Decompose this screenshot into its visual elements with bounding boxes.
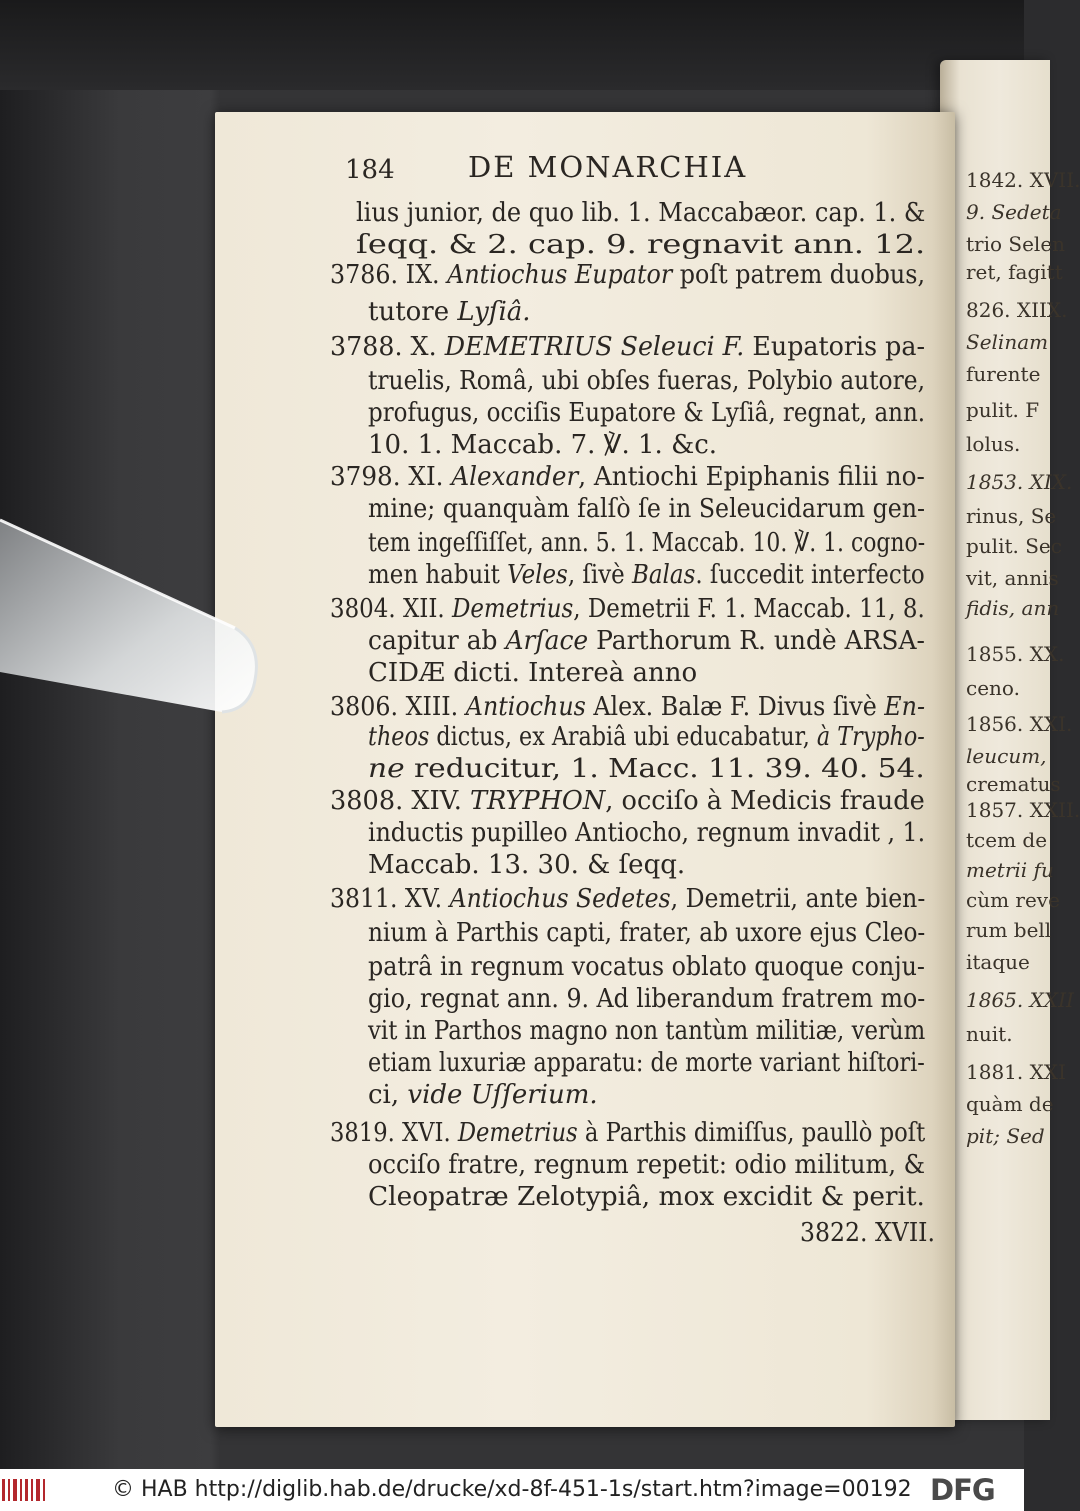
next-page-fragment: vit, annis [966, 566, 1059, 590]
text-line [356, 198, 925, 228]
text-line [330, 692, 925, 722]
next-page-fragment: pulit. Sec [966, 534, 1062, 558]
text-run: Maccab. 13. 30. & ſeqq. [368, 850, 686, 880]
next-page-fragment: 1865. XXII [966, 988, 1074, 1012]
text-line [368, 430, 717, 460]
text-run: nium à Parthis capti, frater, ab uxore ejus Cleo- [368, 918, 926, 948]
text-run: , Antiochi Epiphanis filii no- [578, 462, 925, 492]
italic-run: Alexander [451, 462, 579, 492]
italic-run: Veles [507, 560, 568, 590]
next-page-fragment: pulit. F [966, 398, 1040, 422]
text-line [368, 918, 925, 948]
italic-run: Antiochus Eupator [447, 260, 673, 290]
next-page-fragment: rinus, Se [966, 504, 1057, 528]
viewer-footer [0, 1469, 1024, 1511]
italic-run: Lyſiâ. [457, 297, 531, 327]
italic-run: Antiochus Sedetes [449, 884, 671, 914]
text-line [330, 462, 925, 492]
next-page-fragment: metrii fu [966, 858, 1054, 882]
text-run: gio, regnat ann. 9. Ad liberandum fratrem mo- [368, 984, 926, 1014]
text-run: Alex. Balæ F. Divus ſivè [585, 692, 885, 722]
next-page-fragment: 1853. XIX. [966, 470, 1073, 494]
text-line [368, 754, 925, 784]
text-run: tutore [368, 297, 458, 327]
next-page-fragment: Selinam [966, 330, 1049, 354]
italic-run: à Trypho- [816, 722, 925, 752]
text-run: profugus, occiſis Eupatore & Lyſiâ, regnat, ann. [368, 398, 926, 428]
text-run: capitur ab [368, 626, 506, 656]
text-line [330, 260, 925, 290]
dfg-logo[interactable]: DFG [930, 1473, 995, 1507]
next-page-fragment: trio Selen [966, 232, 1066, 256]
text-line [368, 658, 697, 688]
italic-run: vide Uſſerium. [407, 1080, 598, 1110]
text-line [368, 1150, 925, 1180]
text-line [368, 850, 685, 880]
text-line [368, 1080, 598, 1110]
next-page-fragment: 1857. XXII. [966, 798, 1080, 822]
text-line [368, 366, 925, 396]
running-title: DE MONARCHIA [468, 150, 748, 184]
text-line [368, 560, 925, 590]
text-run: tem ingeſſiſſet, ann. 5. 1. Maccab. 10. ℣. 1. cogno- [368, 528, 926, 558]
text-run: à Parthis dimiſſus, paullò poſt [577, 1118, 926, 1148]
italic-run: Balas [632, 560, 696, 590]
text-run: men habuit [368, 560, 508, 590]
text-run: 3819. XVI. [330, 1118, 458, 1148]
next-page-fragment: fidis, ann [966, 596, 1060, 620]
text-run: occiſo fratre, regnum repetit: odio militum, & [368, 1150, 926, 1180]
source-url[interactable]: © HAB http://diglib.hab.de/drucke/xd-8f-451-1s/start.htm?image=00192 [112, 1477, 912, 1502]
text-line [368, 297, 531, 327]
italic-run: En- [884, 692, 925, 722]
italic-run: Arſace [505, 626, 589, 656]
hab-barcode-logo-icon[interactable] [2, 1477, 48, 1503]
next-page-fragment: 1842. XVII. [966, 168, 1080, 192]
next-page-fragment: furente [966, 362, 1041, 386]
text-run: , occiſo à Medicis fraude [605, 786, 925, 816]
next-page-fragment: ceno. [966, 676, 1020, 700]
text-line [330, 594, 925, 624]
glass-page-holder [0, 0, 300, 760]
text-line [368, 1182, 925, 1212]
italic-run: TRYPHON [469, 786, 606, 816]
text-run: vit in Parthos magno non tantùm militiæ, verùm [368, 1016, 926, 1046]
next-page-fragment: cùm reve [966, 888, 1060, 912]
page-number: 184 [345, 155, 395, 185]
next-page-fragment: leucum, [966, 744, 1047, 768]
text-line [368, 1048, 925, 1078]
text-run: , Demetrii F. 1. Maccab. 11, 8. [573, 594, 925, 624]
text-line [368, 494, 925, 524]
text-line [330, 786, 925, 816]
text-line [368, 952, 925, 982]
text-line [368, 626, 925, 656]
text-run: 3808. XIV. [330, 786, 470, 816]
text-run: , Demetrii, ante bien- [670, 884, 926, 914]
text-run: 3788. X. [330, 332, 445, 362]
text-line [356, 230, 925, 260]
text-run: Eupatoris pa- [744, 332, 926, 362]
italic-run: Demetrius [457, 1118, 578, 1148]
text-run: lius junior, de quo lib. 1. Maccabæor. cap. 1. & [356, 198, 926, 228]
text-run: Cleopatræ Zelotypiâ, mox excidit & perit. [368, 1182, 925, 1212]
catchword: 3822. XVII. [800, 1218, 935, 1248]
next-page-fragment: 1856. XXI. [966, 712, 1073, 736]
next-page-fragment: nuit. [966, 1022, 1013, 1046]
next-page-fragment: rum bell [966, 918, 1052, 942]
next-page-fragment: pit; Sed [966, 1124, 1045, 1148]
italic-run: Demetrius [451, 594, 574, 624]
text-run: 3806. XIII. [330, 692, 466, 722]
text-run: CIDÆ dicti. Intereà anno [368, 658, 698, 688]
text-run: truelis, Româ, ubi obſes fueras, Polybio autore, [368, 366, 926, 396]
text-line [330, 1118, 925, 1148]
next-page-fragment: quàm de [966, 1092, 1054, 1116]
next-page-fragment: 1855. XX. [966, 642, 1065, 666]
text-line [368, 528, 925, 558]
text-run: . ſuccedit interfecto [695, 560, 925, 590]
text-line [330, 884, 925, 914]
text-run: ſeqq. & 2. cap. 9. regnavit ann. 12. [356, 230, 926, 260]
text-run: 3798. XI. [330, 462, 452, 492]
next-page-fragment: crematus [966, 772, 1061, 796]
italic-run: Antiochus [465, 692, 586, 722]
text-run: patrâ in regnum vocatus oblato quoque conju- [368, 952, 925, 982]
text-run: dictus, ex Arabiâ ubi educabatur, [429, 722, 817, 752]
italic-run: DEMETRIUS Seleuci F. [444, 332, 745, 362]
text-line [368, 984, 925, 1014]
next-page-fragment: 1881. XXI [966, 1060, 1066, 1084]
next-page-fragment: lolus. [966, 432, 1021, 456]
next-page-fragment: tcem de [966, 828, 1048, 852]
text-run: etiam luxuriæ apparatu: de morte variant hiſtori- [368, 1048, 925, 1078]
text-run: mine; quanquàm falſò ſe in Seleucidarum gen- [368, 494, 926, 524]
next-page-fragment: itaque [966, 950, 1030, 974]
text-run: poſt patrem duobus, [672, 260, 926, 290]
text-run: ci, [368, 1080, 408, 1110]
text-run: 3811. XV. [330, 884, 450, 914]
text-run: 3804. XII. [330, 594, 452, 624]
text-line [330, 332, 925, 362]
text-run: 10. 1. Maccab. 7. ℣. 1. &c. [368, 430, 718, 460]
text-run: , ſivè [567, 560, 633, 590]
text-line [368, 398, 925, 428]
text-run: Parthorum R. undè ARSA- [588, 626, 925, 656]
text-run: 3786. IX. [330, 260, 448, 290]
text-line [368, 818, 925, 848]
text-line [368, 722, 925, 752]
text-line [368, 1016, 925, 1046]
text-run: inductis pupilleo Antiocho, regnum invadit , 1. [368, 818, 926, 848]
next-page-fragment: 826. XIIX. [966, 298, 1068, 322]
italic-run: theos [368, 722, 430, 752]
text-run: reducitur, 1. Macc. 11. 39. 40. 54. [404, 754, 925, 784]
next-page-fragment: 9. Sedeta [966, 200, 1062, 224]
italic-run: ne [368, 754, 405, 784]
next-page-fragment: ret, fagitt [966, 260, 1063, 284]
